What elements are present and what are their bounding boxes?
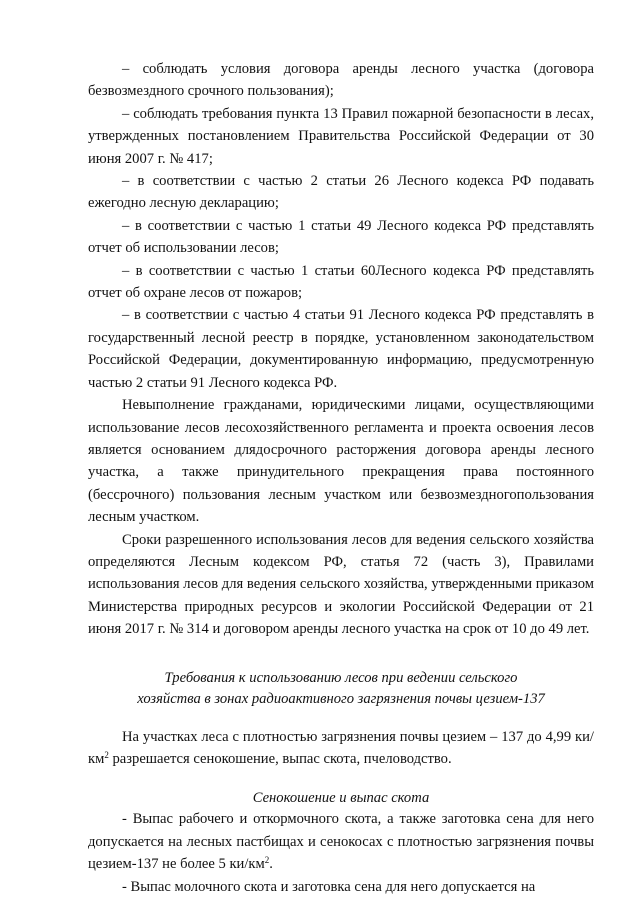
grazing-text: - Выпас рабочего и откормочного скота, а также заготовка сена для него допускается на лесных пастбищах и сенокосах с плотностью загрязнения почвы цезием-137 не более 5 ки/км [88, 811, 594, 873]
paragraph-density [88, 726, 594, 771]
subsection-title: Сенокошение и выпас скота [252, 790, 430, 807]
obligation-forest-declaration: – в соответствии с частью 2 статьи 26 Лесного кодекса РФ подавать ежегодно лесную декларацию; [88, 173, 594, 212]
density-sup: 2 [104, 749, 109, 760]
density-text-end: разрешается сенокошение, выпас скота, пчеловодство. [108, 750, 452, 767]
section-title [88, 668, 594, 710]
paragraph-dairy: - Выпас молочного скота и заготовка сена для него допускается на [122, 878, 536, 895]
paragraph-non-compliance: Невыполнение гражданами, юридическими лицами, осуществляющими использование лесов лесохозяйственного регламента и проекта освоения лесов является основанием длядосрочного расторжения договора аренды лесного участка, а также принудительного прекращения права постоянного (бессрочного) пользования лесным участком или безвозмездногопользования лесным участком. [88, 397, 594, 526]
section-title-line1: Требования к использованию лесов при ведении сельского [164, 669, 518, 686]
density-text: На участках леса с плотностью загрязнения почвы цезием – 137 до 4,99 ки/км [88, 728, 594, 767]
obligation-fire-report: – в соответствии с частью 1 статьи 60Лесного кодекса РФ представлять отчет об охране лесов от пожаров; [88, 262, 594, 302]
paragraph-grazing [88, 808, 594, 875]
obligation-contract: – соблюдать условия договора аренды лесного участка (договора безвозмездного срочного пользования); [88, 61, 594, 100]
grazing-sup: 2 [264, 855, 270, 866]
spacer [88, 710, 594, 726]
section-title-line2: хозяйства в зонах радиоактивного загрязнения почвы цезием-137 [137, 690, 545, 707]
grazing-text-end: . [269, 856, 273, 873]
obligation-usage-report: – в соответствии с частью 1 статьи 49 Лесного кодекса РФ представлять отчет об использовании лесов; [88, 217, 594, 257]
obligation-forest-registry: – в соответствии с частью 4 статьи 91 Лесного кодекса РФ представлять в государственный лесной реестр в порядке, установленном законодательством Российской Федерации, документированную информацию, предусмотренную частью 2 статьи 91 Лесного кодекса РФ. [88, 307, 594, 391]
obligation-fire-rules: – соблюдать требования пункта 13 Правил пожарной безопасности в лесах, утвержденных постановлением Правительства Российской Федерации от 30 июня 2007 г. № 417; [88, 105, 594, 167]
paragraph-usage-terms: Сроки разрешенного использования лесов для ведения сельского хозяйства определяются Лесным кодексом РФ, статья 72 (часть 3), Правилами использования лесов для ведения сельского хозяйства, утвержденными приказом Министерства природных ресурсов и экологии Российской Федерации от 21 июня 2017 г. № 314 и договором аренды лесного участка на срок от 10 до 49 лет. [88, 531, 594, 638]
